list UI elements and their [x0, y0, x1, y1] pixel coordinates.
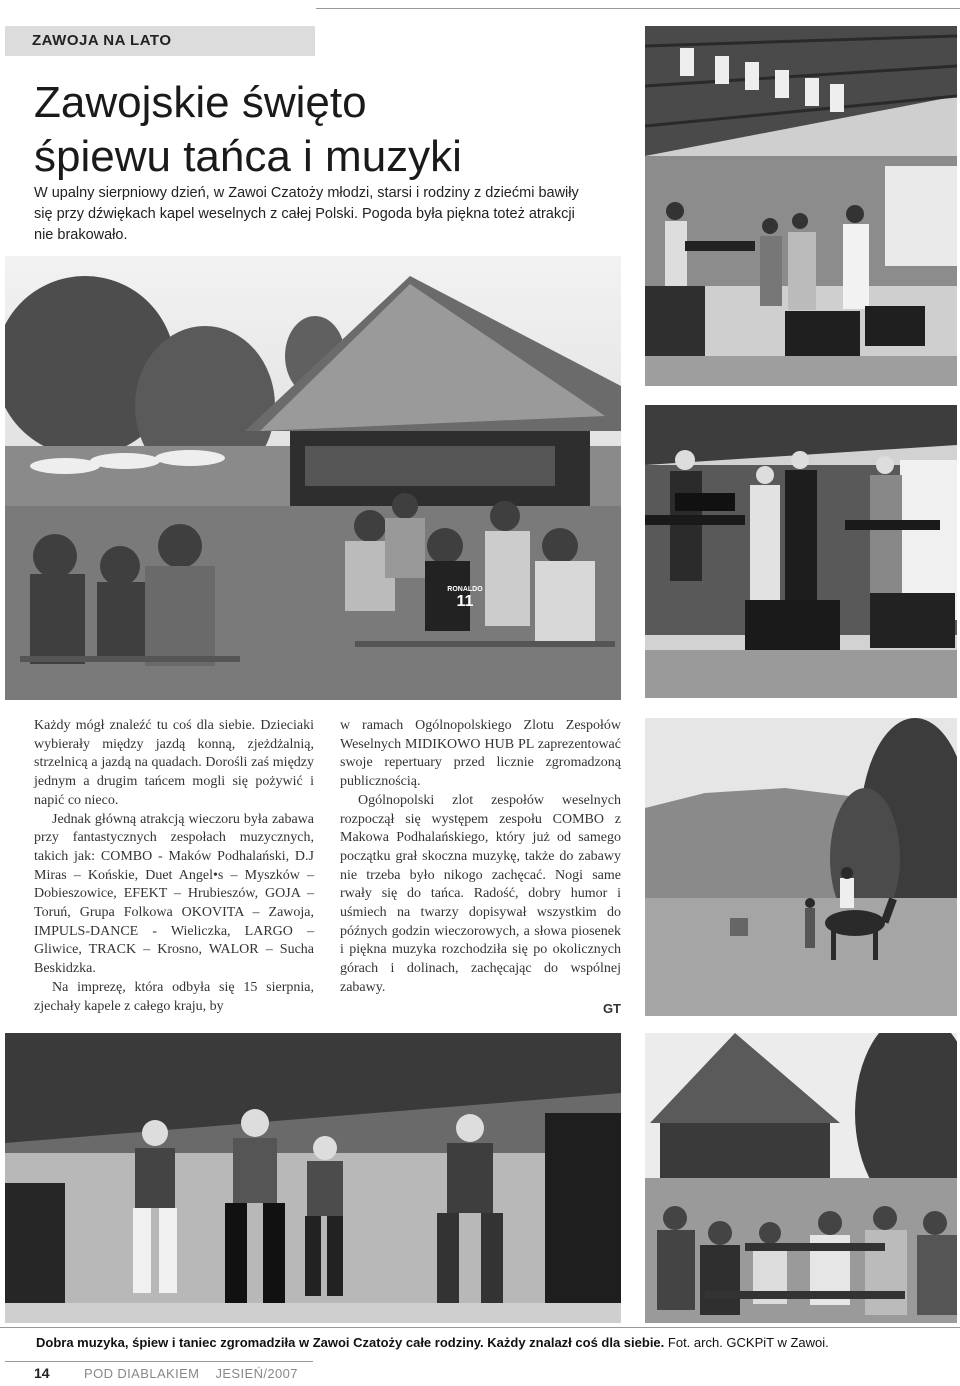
- issue-label: JESIEŃ/2007: [215, 1366, 298, 1381]
- article-headline: [34, 76, 634, 184]
- col1-paragraph-1: Każdy mógł znaleźć tu coś dla siebie. Dzieciaki wybierały między jazdą konną, zjeżdżalnią, strzelnicą a jazdą na quadach. Dorośli zaś między jednym a drugim tańcem mogli się pożywić i napić co nieco.: [34, 718, 314, 808]
- photo-dancers-stage: [5, 1033, 621, 1323]
- photo-pavilion-audience: [645, 1033, 957, 1323]
- photo-band-stage-1: [645, 26, 957, 386]
- jersey-name: RONALDO: [447, 586, 483, 593]
- photo-caption: [36, 1335, 936, 1351]
- col1-paragraph-2: Jednak główną atrakcją wieczoru była zabawa przy fantastycznych zespołach muzycznych, takich jak: COMBO - Maków Podhalański, D.J Miras – Końskie, Duet Angel•s – Myszków – Dobieszowice, EFEKT – Hrubieszów, GOJA – Toruń, Grupa Folkowa OKOVITA – Zawoja, IMPULS-DANCE - Wieliczka, LARGO – Gliwice, TRACK – Krosno, WALOR – Sucha Beskidzka.: [34, 811, 314, 977]
- article-column-2: [340, 717, 621, 1018]
- article-column-1: [34, 717, 314, 1016]
- top-rule: [316, 8, 960, 9]
- magazine-name: POD DIABLAKIEM: [84, 1366, 200, 1381]
- photo-audience-pavilion: [5, 256, 621, 700]
- caption-rule: [0, 1327, 960, 1328]
- article-lead: W upalny sierpniowy dzień, w Zawoi Czatoży młodzi, starsi i rodziny z dziećmi bawiły się przy dźwiękach kapel weselnych z całej Polski. Pogoda była piękna toteż atrakcji nie brakowało.: [34, 185, 579, 243]
- col1-paragraph-3: Na imprezę, która odbyła się 15 sierpnia, zjechały kapele z całego kraju, by: [34, 979, 314, 1014]
- footer-rule: [5, 1361, 313, 1362]
- magazine-footer: [84, 1366, 298, 1381]
- author-signature: GT: [602, 1000, 621, 1016]
- headline-line-2: śpiewu tańca i muzyki: [34, 132, 462, 181]
- photo-horse-riding: [645, 718, 957, 1016]
- section-label: ZAWOJA NA LATO: [5, 26, 315, 56]
- headline-line-1: Zawojskie święto: [34, 78, 367, 127]
- caption-credit: Fot. arch. GCKPiT w Zawoi.: [664, 1335, 829, 1350]
- page-number: 14: [34, 1365, 50, 1381]
- jersey-label: [445, 586, 485, 611]
- jersey-number: 11: [456, 593, 474, 610]
- col2-paragraph-1: w ramach Ogólnopolskiego Zlotu Zespołów Weselnych MIDIKOWO HUB PL zaprezentować swoje repertuary przed licznie zgromadzoną publicznością.: [340, 718, 621, 790]
- col2-paragraph-2: Ogólnopolski zlot zespołów weselnych rozpoczął się występem zespołu COMBO z Makowa Podhalańskiego, który już od samego początku grał skoczna muzykę, także do zabawy nie trzeba było nikogo zachęcać. Nogi same rwały się do tańca. Radość, dobry humor i uśmiech na twarzy dopisywał wszystkim do późnych godzin wieczorowych, a słowa piosenek i piękna muzyka rozchodziła się po okolicznych górach i dolinach, zachęcając do wspólnej zabawy.: [340, 792, 621, 995]
- caption-main: Dobra muzyka, śpiew i taniec zgromadziła w Zawoi Czatoży całe rodziny. Każdy znalazł coś dla siebie.: [36, 1335, 665, 1350]
- photo-band-stage-2: [645, 405, 957, 698]
